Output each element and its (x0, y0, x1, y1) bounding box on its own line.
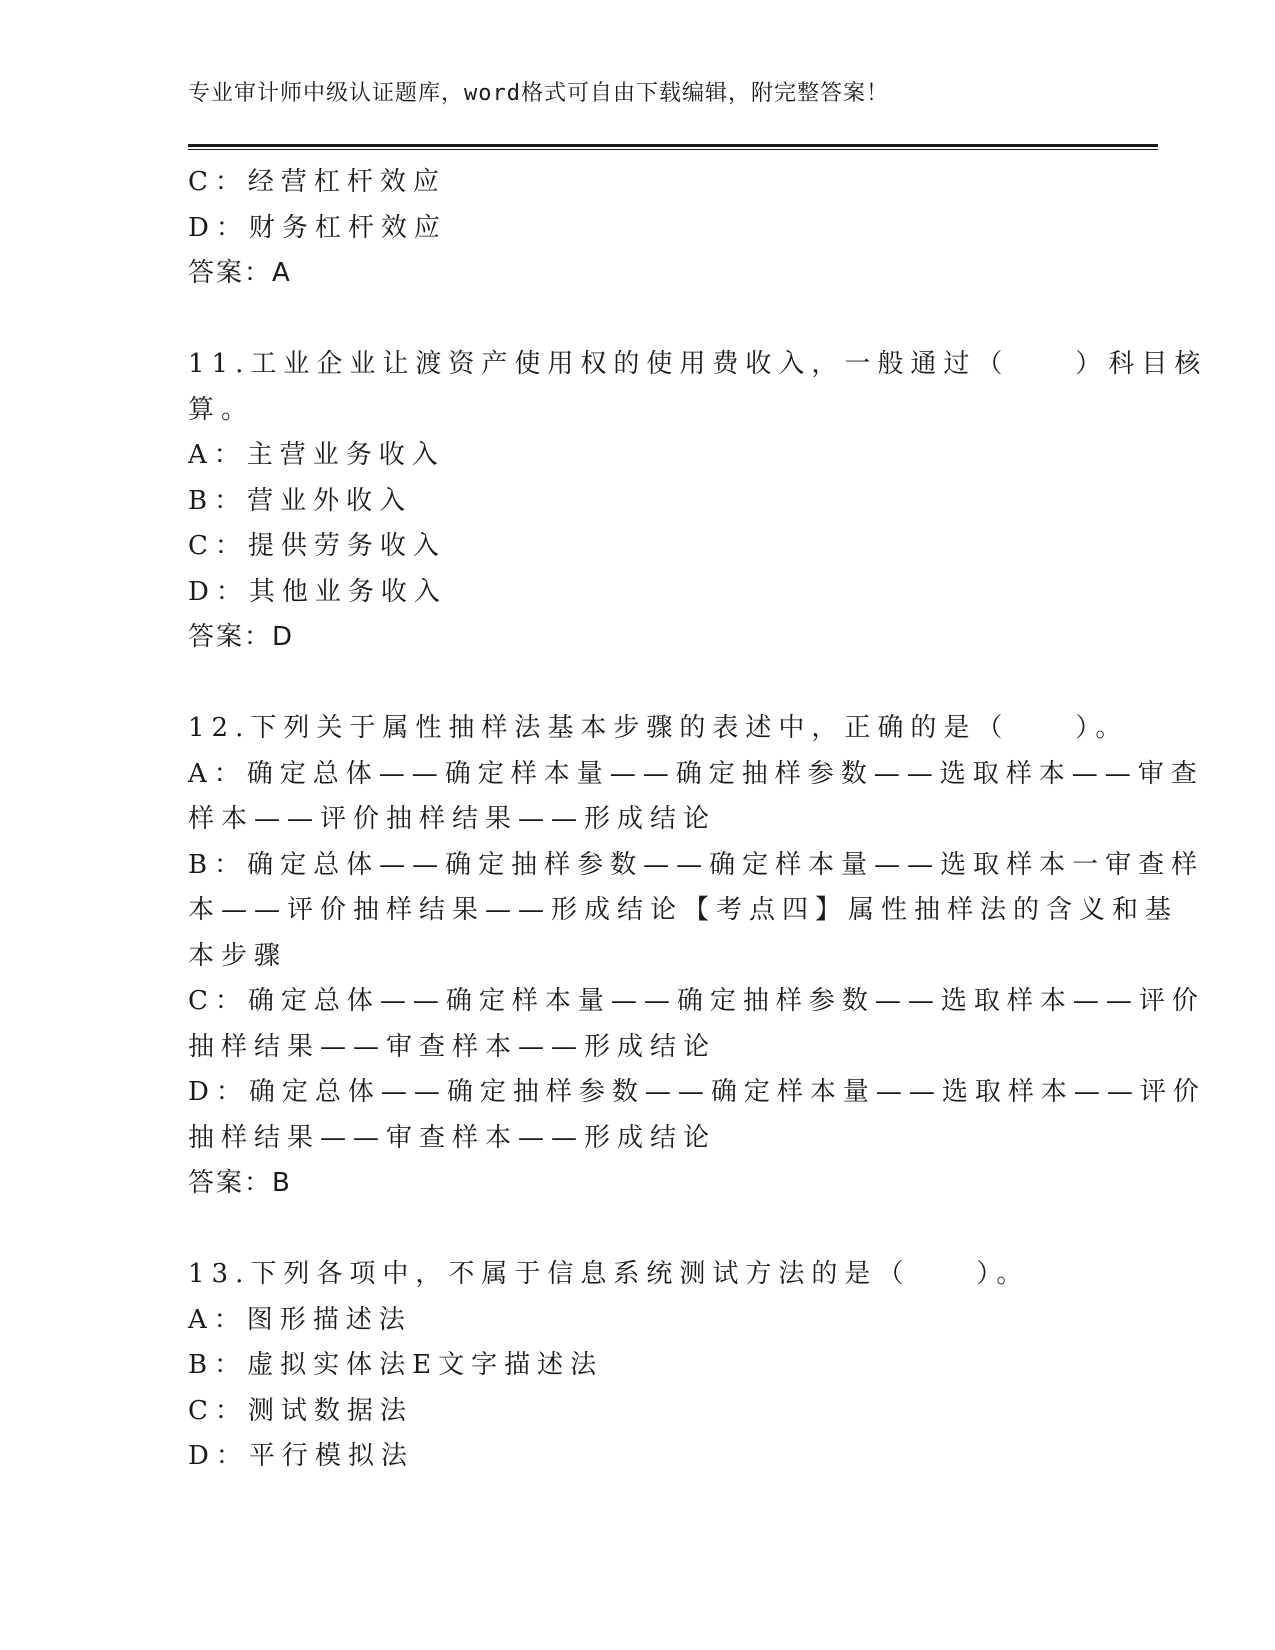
option-a: A：图形描述法 (188, 1304, 412, 1335)
answer-line: 答案：B (188, 1168, 292, 1198)
option-a: A：确定总体——确定样本量——确定抽样参数——选取样本——审查 (188, 758, 1204, 789)
option-a-continued: 样本——评价抽样结果——形成结论 (188, 804, 717, 834)
answer-line: 答案：A (188, 258, 292, 288)
option-b-continued: 本——评价抽样结果——形成结论【考点四】属性抽样法的含义和基 (188, 895, 1179, 925)
option-b: B：虚拟实体法E文字描述法 (188, 1350, 604, 1380)
header-divider (188, 144, 1158, 147)
option-b: B：确定总体——确定抽样参数——确定样本量——选取样本一审查样 (188, 849, 1205, 880)
blank-line (188, 661, 1088, 707)
option-d: D：财务杠杆效应 (188, 212, 447, 243)
option-b: B：营业外收入 (188, 485, 413, 516)
blank-line (188, 1207, 1088, 1253)
option-c-continued: 抽样结果——审查样本——形成结论 (188, 1031, 717, 1062)
option-d: D：确定总体——确定抽样参数——确定样本量——选取样本——评价 (188, 1077, 1206, 1107)
option-d-continued: 抽样结果——审查样本——形成结论 (188, 1122, 717, 1153)
blank-line (188, 297, 1088, 343)
option-a: A：主营业务收入 (188, 440, 445, 470)
question-13-stem: 13.下列各项中，不属于信息系统测试方法的是（ ）。 (188, 1259, 1030, 1289)
option-b-continued: 本步骤 (188, 940, 288, 971)
question-12-stem: 12.下列关于属性抽样法基本步骤的表述中，正确的是（ ）。 (188, 713, 1129, 743)
option-d: D：平行模拟法 (188, 1441, 414, 1471)
option-c: C：经营杠杆效应 (188, 167, 446, 197)
answer-line: 答案：D (188, 622, 295, 652)
option-c: C：测试数据法 (188, 1395, 413, 1426)
page-header-title: 专业审计师中级认证题库，word格式可自由下载编辑，附完整答案！ (188, 81, 889, 106)
question-11-stem-continued: 算。 (188, 394, 255, 425)
question-11-stem: 11.工业企业让渡资产使用权的使用费收入，一般通过（ ）科目核 (188, 349, 1208, 379)
option-c: C：确定总体——确定样本量——确定抽样参数——选取样本——评价 (188, 986, 1205, 1016)
question-content (188, 160, 1208, 1480)
option-d: D：其他业务收入 (188, 576, 447, 607)
option-c: C：提供劳务收入 (188, 531, 446, 561)
